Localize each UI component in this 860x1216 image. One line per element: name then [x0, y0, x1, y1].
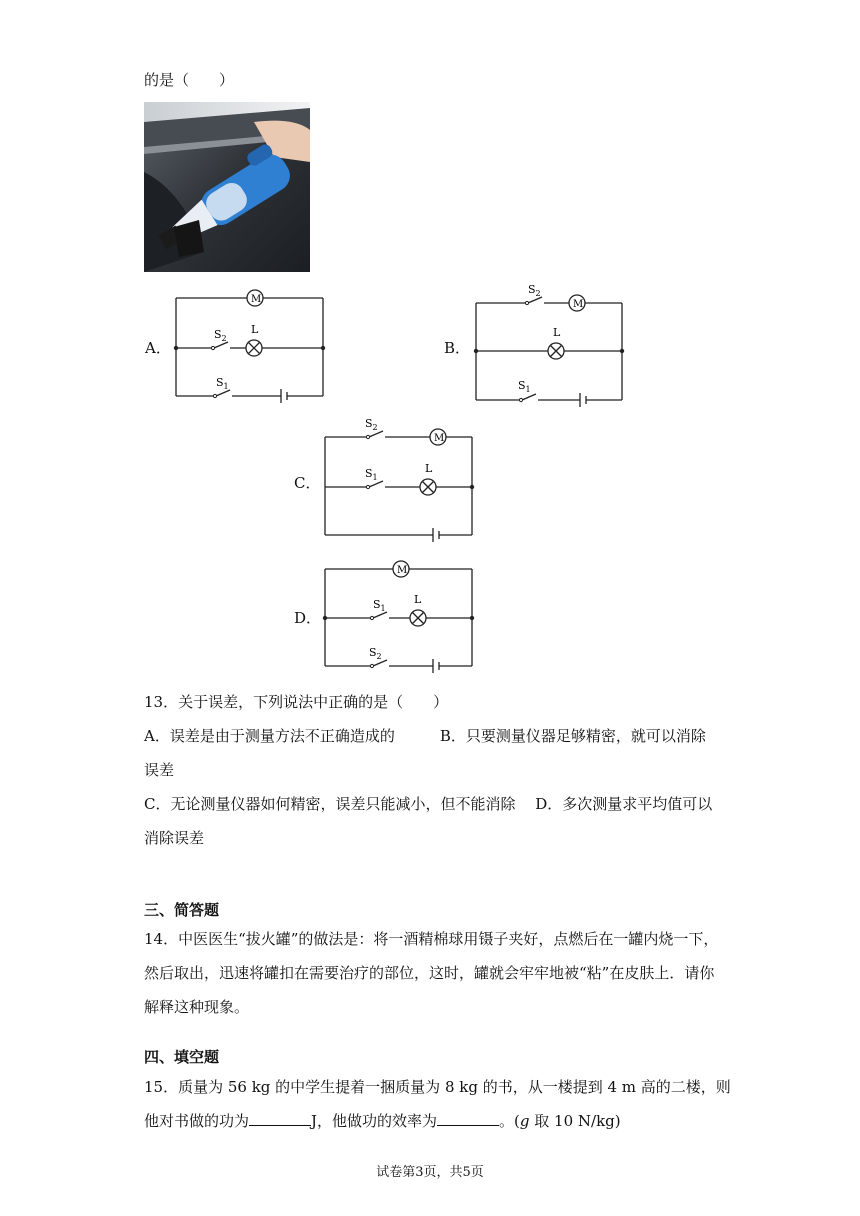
vacuum-cleaner-photo: [144, 102, 310, 272]
svg-text:S1: $S_1$: [518, 379, 531, 394]
circuit-diagram-d: [317, 556, 482, 680]
svg-text:S2: $S_2$: [369, 646, 382, 661]
q12-stem-tail: 的是（ ）: [144, 71, 235, 89]
svg-text:S1: $S_1$: [373, 598, 386, 613]
q14-line3: 解释这种现象。: [144, 998, 250, 1016]
q13-options-line3: C．无论测量仪器如何精密，误差只能减小，但不能消除 D．多次测量求平均值可以: [144, 795, 713, 813]
section-heading-fill-blank: 四、填空题: [144, 1048, 220, 1066]
page-footer: 试卷第3页，共5页: [376, 1165, 484, 1180]
q13-stem: 13．关于误差，下列说法中正确的是（ ）: [144, 693, 449, 711]
svg-text:M: M: [573, 299, 584, 310]
circuit-diagram-b: [468, 282, 633, 411]
svg-text:M: M: [397, 565, 408, 576]
section-heading-short-answer: 三、简答题: [144, 901, 220, 919]
q14-line2: 然后取出，迅速将罐扣在需要治疗的部位，这时，罐就会牢牢地被“粘”在皮肤上．请你: [144, 964, 715, 982]
svg-text:L: L: [425, 462, 433, 475]
q15-line2: 他对书做的功为 J，他做功的效率为 。(g 取 10 N/kg): [144, 1112, 621, 1130]
answer-blank-work[interactable]: [249, 1111, 311, 1126]
circuit-diagram-a: [168, 282, 333, 408]
lamp-label: L: [251, 323, 259, 336]
svg-text:L: L: [553, 326, 561, 339]
svg-text:S1: $S_1$: [365, 467, 378, 482]
motor-label: M: [251, 294, 262, 305]
q13-options-line4: 消除误差: [144, 829, 205, 847]
svg-text:M: M: [434, 433, 445, 444]
svg-text:L: L: [414, 593, 422, 606]
q13-options-line1: A．误差是由于测量方法不正确造成的 B．只要测量仪器足够精密，就可以消除: [144, 727, 706, 745]
svg-text:S2: $S_2$: [365, 417, 378, 432]
circuit-diagram-c: [317, 415, 482, 549]
q14-line1: 14．中医医生“拔火罐”的做法是：将一酒精棉球用镊子夹好，点燃后在一罐内烧一下，: [144, 930, 719, 948]
svg-text:S2: $S_2$: [214, 328, 227, 343]
answer-blank-efficiency[interactable]: [437, 1111, 499, 1126]
option-b-label: B．: [444, 339, 471, 357]
q13-options-line2: 误差: [144, 761, 175, 779]
option-a-label: A．: [145, 339, 171, 357]
svg-text:S1: $S_1$: [216, 376, 229, 391]
option-d-label: D．: [294, 609, 322, 627]
option-c-label: C．: [294, 474, 321, 492]
svg-text:S2: $S_2$: [528, 283, 541, 298]
q15-line1: 15．质量为 56 kg 的中学生提着一捆质量为 8 kg 的书，从一楼提到 4 m 高的二楼，则: [144, 1078, 731, 1096]
